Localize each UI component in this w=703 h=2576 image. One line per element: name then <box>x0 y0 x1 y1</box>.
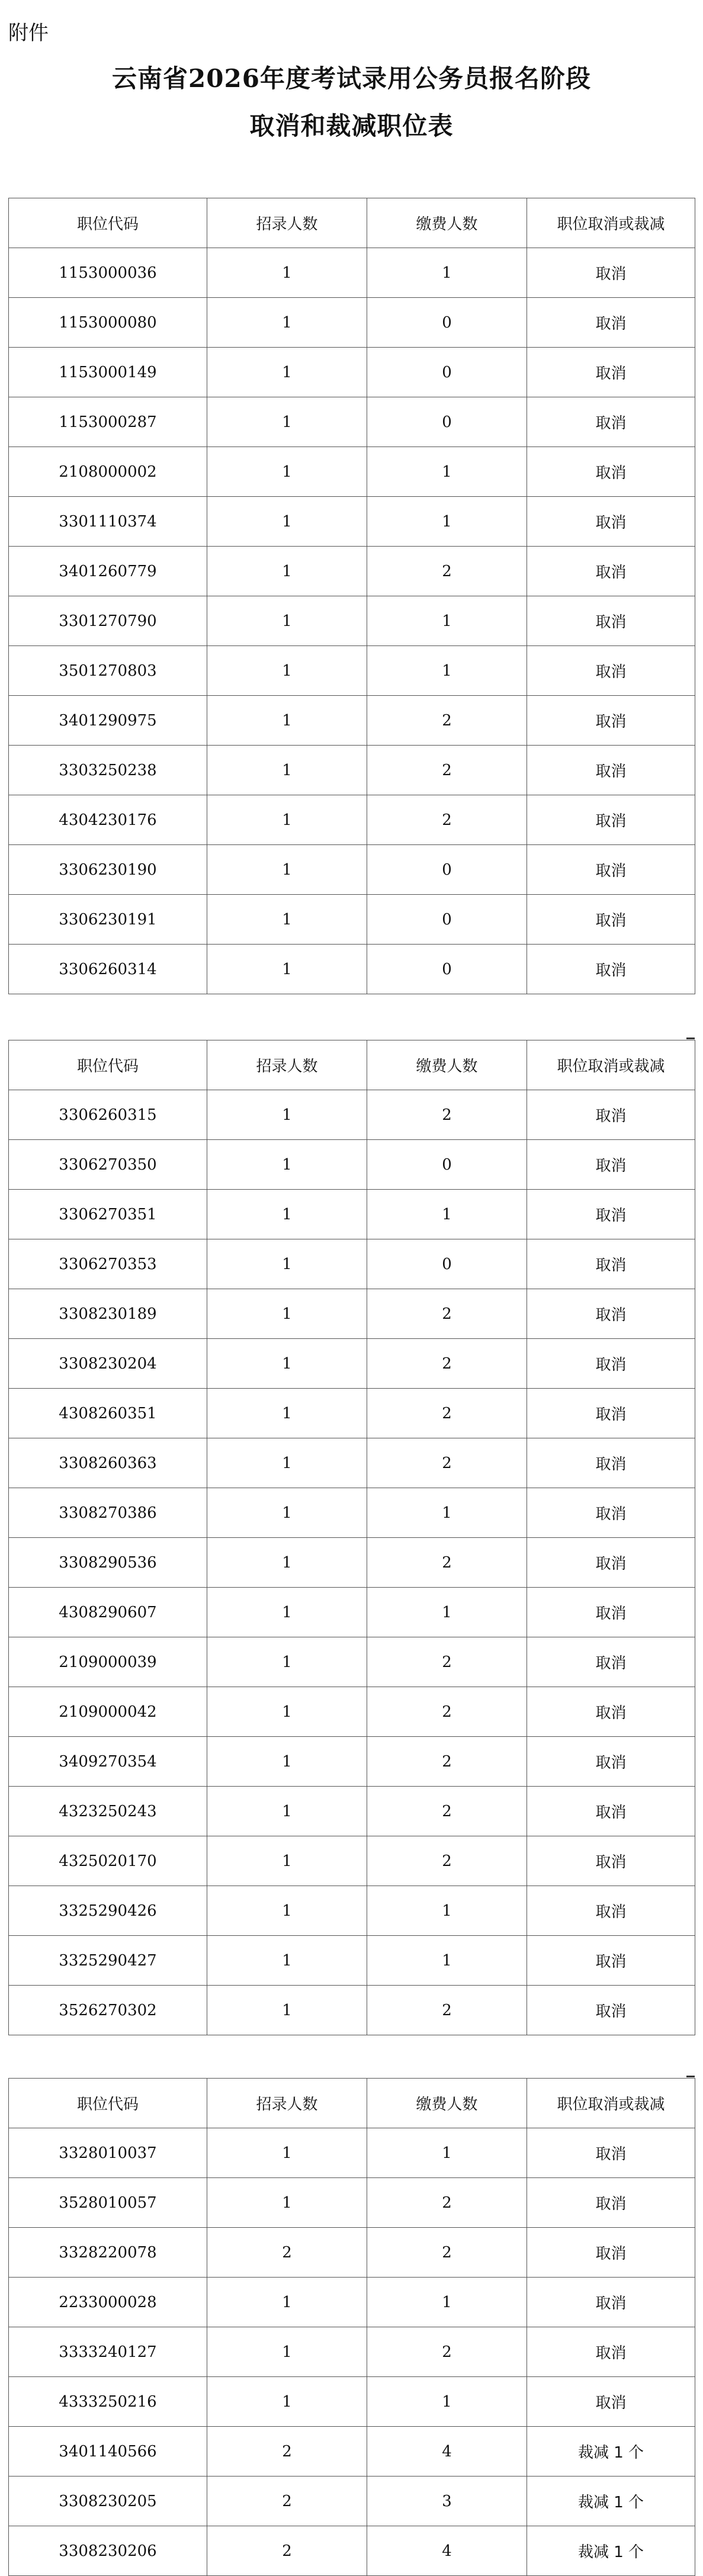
recruit-count-cell: 1 <box>207 1389 367 1438</box>
paid-count-cell: 1 <box>367 646 527 696</box>
table-row <box>9 1339 695 1389</box>
positions-table-2 <box>8 1040 695 2035</box>
table-row <box>9 746 695 795</box>
document-title-line2: 取消和裁减职位表 <box>249 111 454 140</box>
table-row <box>9 1289 695 1339</box>
cancel-status-cell: 取消 <box>527 2377 695 2427</box>
position-code-cell: 2109000042 <box>9 1687 207 1737</box>
header-paid-count: 缴费人数 <box>367 2079 527 2128</box>
position-code-cell: 3306270350 <box>9 1140 207 1190</box>
table-row <box>9 1737 695 1787</box>
cancel-status-cell: 取消 <box>527 1687 695 1737</box>
position-code-cell: 3333240127 <box>9 2327 207 2377</box>
recruit-count-cell: 1 <box>207 1289 367 1339</box>
paid-count-cell: 2 <box>367 1836 527 1886</box>
cancel-status-cell: 取消 <box>527 298 695 348</box>
recruit-count-cell: 1 <box>207 1687 367 1737</box>
position-code-cell: 2108000002 <box>9 447 207 497</box>
table-row <box>9 2278 695 2327</box>
recruit-count-cell: 1 <box>207 1190 367 1239</box>
recruit-count-cell: 2 <box>207 2228 367 2278</box>
positions-table-1 <box>8 198 695 994</box>
paid-count-cell: 2 <box>367 1090 527 1140</box>
position-code-cell: 3528010057 <box>9 2178 207 2228</box>
position-code-cell: 2233000028 <box>9 2278 207 2327</box>
table-row <box>9 1239 695 1289</box>
cancel-status-cell: 取消 <box>527 646 695 696</box>
cancel-status-cell: 取消 <box>527 447 695 497</box>
position-code-cell: 3526270302 <box>9 1986 207 2035</box>
position-code-cell: 3306270353 <box>9 1239 207 1289</box>
cancel-status-cell: 取消 <box>527 1339 695 1389</box>
table-row <box>9 1140 695 1190</box>
table-row <box>9 945 695 994</box>
paid-count-cell: 1 <box>367 497 527 547</box>
cancel-status-cell: 裁减 1 个 <box>527 2526 695 2576</box>
paid-count-cell: 0 <box>367 397 527 447</box>
cancel-status-cell: 取消 <box>527 746 695 795</box>
recruit-count-cell: 1 <box>207 2178 367 2228</box>
table-row <box>9 2377 695 2427</box>
cancel-status-cell: 裁减 1 个 <box>527 2477 695 2526</box>
table-row <box>9 795 695 845</box>
document-title-line1: 云南省2026年度考试录用公务员报名阶段 <box>112 64 591 93</box>
cancel-status-cell: 取消 <box>527 1090 695 1140</box>
paid-count-cell: 2 <box>367 547 527 596</box>
paid-count-cell: 1 <box>367 2377 527 2427</box>
recruit-count-cell: 1 <box>207 1538 367 1588</box>
table-row <box>9 696 695 746</box>
recruit-count-cell: 1 <box>207 1886 367 1936</box>
table-row <box>9 1538 695 1588</box>
header-recruit-count: 招录人数 <box>207 198 367 248</box>
recruit-count-cell: 1 <box>207 596 367 646</box>
cancel-status-cell: 取消 <box>527 248 695 298</box>
cancel-status-cell: 裁减 1 个 <box>527 2427 695 2477</box>
paid-count-cell: 0 <box>367 298 527 348</box>
cancel-status-cell: 取消 <box>527 1886 695 1936</box>
cancel-status-cell: 取消 <box>527 1637 695 1687</box>
recruit-count-cell: 1 <box>207 1488 367 1538</box>
recruit-count-cell: 1 <box>207 746 367 795</box>
table-row <box>9 1687 695 1737</box>
recruit-count-cell: 2 <box>207 2477 367 2526</box>
position-code-cell: 1153000080 <box>9 298 207 348</box>
page-mark <box>686 2076 695 2077</box>
table-row <box>9 1588 695 1637</box>
recruit-count-cell: 1 <box>207 895 367 945</box>
header-recruit-count: 招录人数 <box>207 1040 367 1090</box>
paid-count-cell: 2 <box>367 2228 527 2278</box>
table-row <box>9 596 695 646</box>
table-row <box>9 248 695 298</box>
page-mark <box>686 1038 695 1039</box>
position-code-cell: 3328010037 <box>9 2128 207 2178</box>
header-position-code: 职位代码 <box>9 2079 207 2128</box>
recruit-count-cell: 1 <box>207 646 367 696</box>
position-code-cell: 3308230204 <box>9 1339 207 1389</box>
recruit-count-cell: 1 <box>207 1986 367 2035</box>
position-code-cell: 4308290607 <box>9 1588 207 1637</box>
table-row <box>9 1836 695 1886</box>
recruit-count-cell: 1 <box>207 1339 367 1389</box>
position-code-cell: 3308230206 <box>9 2526 207 2576</box>
cancel-status-cell: 取消 <box>527 696 695 746</box>
paid-count-cell: 2 <box>367 746 527 795</box>
cancel-status-cell: 取消 <box>527 547 695 596</box>
table-row <box>9 1886 695 1936</box>
header-recruit-count: 招录人数 <box>207 2079 367 2128</box>
position-code-cell: 3306230191 <box>9 895 207 945</box>
paid-count-cell: 1 <box>367 447 527 497</box>
paid-count-cell: 2 <box>367 1389 527 1438</box>
table-row <box>9 547 695 596</box>
table-row <box>9 1787 695 1836</box>
cancel-status-cell: 取消 <box>527 2327 695 2377</box>
paid-count-cell: 1 <box>367 1936 527 1986</box>
table-row <box>9 298 695 348</box>
cancel-status-cell: 取消 <box>527 596 695 646</box>
position-code-cell: 3409270354 <box>9 1737 207 1787</box>
cancel-status-cell: 取消 <box>527 1488 695 1538</box>
cancel-status-cell: 取消 <box>527 1190 695 1239</box>
position-code-cell: 4304230176 <box>9 795 207 845</box>
recruit-count-cell: 2 <box>207 2427 367 2477</box>
table-row <box>9 2178 695 2228</box>
cancel-status-cell: 取消 <box>527 1538 695 1588</box>
cancel-status-cell: 取消 <box>527 2228 695 2278</box>
table-row <box>9 1637 695 1687</box>
position-code-cell: 3325290427 <box>9 1936 207 1986</box>
paid-count-cell: 2 <box>367 1538 527 1588</box>
cancel-status-cell: 取消 <box>527 497 695 547</box>
table-header-row <box>9 1040 695 1090</box>
table-row <box>9 2128 695 2178</box>
paid-count-cell: 2 <box>367 1986 527 2035</box>
recruit-count-cell: 1 <box>207 547 367 596</box>
recruit-count-cell: 1 <box>207 696 367 746</box>
cancel-status-cell: 取消 <box>527 1737 695 1787</box>
paid-count-cell: 1 <box>367 1190 527 1239</box>
table-row <box>9 1090 695 1140</box>
paid-count-cell: 2 <box>367 1438 527 1488</box>
cancel-status-cell: 取消 <box>527 2278 695 2327</box>
recruit-count-cell: 1 <box>207 1140 367 1190</box>
recruit-count-cell: 1 <box>207 945 367 994</box>
cancel-status-cell: 取消 <box>527 1438 695 1488</box>
cancel-status-cell: 取消 <box>527 1986 695 2035</box>
cancel-status-cell: 取消 <box>527 348 695 397</box>
position-code-cell: 3308290536 <box>9 1538 207 1588</box>
header-cancel-or-reduce: 职位取消或裁减 <box>527 1040 695 1090</box>
cancel-status-cell: 取消 <box>527 1389 695 1438</box>
paid-count-cell: 0 <box>367 348 527 397</box>
position-code-cell: 3308230189 <box>9 1289 207 1339</box>
table-row <box>9 1986 695 2035</box>
paid-count-cell: 1 <box>367 2278 527 2327</box>
paid-count-cell: 2 <box>367 1687 527 1737</box>
paid-count-cell: 1 <box>367 596 527 646</box>
paid-count-cell: 2 <box>367 1737 527 1787</box>
paid-count-cell: 1 <box>367 1588 527 1637</box>
position-code-cell: 3301270790 <box>9 596 207 646</box>
position-code-cell: 3325290426 <box>9 1886 207 1936</box>
attachment-label: 附件 <box>8 21 49 45</box>
recruit-count-cell: 1 <box>207 2377 367 2427</box>
paid-count-cell: 2 <box>367 795 527 845</box>
paid-count-cell: 0 <box>367 1239 527 1289</box>
positions-table-3 <box>8 2078 695 2576</box>
paid-count-cell: 0 <box>367 845 527 895</box>
cancel-status-cell: 取消 <box>527 1588 695 1637</box>
position-code-cell: 3306260314 <box>9 945 207 994</box>
recruit-count-cell: 1 <box>207 348 367 397</box>
position-code-cell: 3303250238 <box>9 746 207 795</box>
table-row <box>9 397 695 447</box>
recruit-count-cell: 1 <box>207 1239 367 1289</box>
position-code-cell: 3306270351 <box>9 1190 207 1239</box>
table-row <box>9 348 695 397</box>
cancel-status-cell: 取消 <box>527 895 695 945</box>
recruit-count-cell: 1 <box>207 397 367 447</box>
recruit-count-cell: 1 <box>207 1090 367 1140</box>
recruit-count-cell: 1 <box>207 1637 367 1687</box>
table-row <box>9 2228 695 2278</box>
header-paid-count: 缴费人数 <box>367 1040 527 1090</box>
table-row <box>9 2327 695 2377</box>
position-code-cell: 3401290975 <box>9 696 207 746</box>
position-code-cell: 4325020170 <box>9 1836 207 1886</box>
paid-count-cell: 2 <box>367 696 527 746</box>
header-cancel-or-reduce: 职位取消或裁减 <box>527 2079 695 2128</box>
position-code-cell: 3306260315 <box>9 1090 207 1140</box>
recruit-count-cell: 1 <box>207 1737 367 1787</box>
table-row <box>9 1389 695 1438</box>
header-position-code: 职位代码 <box>9 1040 207 1090</box>
position-code-cell: 1153000149 <box>9 348 207 397</box>
position-code-cell: 3501270803 <box>9 646 207 696</box>
recruit-count-cell: 1 <box>207 1438 367 1488</box>
table-row <box>9 2526 695 2576</box>
recruit-count-cell: 1 <box>207 447 367 497</box>
recruit-count-cell: 1 <box>207 1588 367 1637</box>
paid-count-cell: 2 <box>367 2327 527 2377</box>
table-row <box>9 2427 695 2477</box>
paid-count-cell: 2 <box>367 1289 527 1339</box>
cancel-status-cell: 取消 <box>527 1836 695 1886</box>
table-row <box>9 1438 695 1488</box>
position-code-cell: 1153000036 <box>9 248 207 298</box>
table-header-row <box>9 2079 695 2128</box>
position-code-cell: 4323250243 <box>9 1787 207 1836</box>
header-paid-count: 缴费人数 <box>367 198 527 248</box>
cancel-status-cell: 取消 <box>527 1936 695 1986</box>
header-cancel-or-reduce: 职位取消或裁减 <box>527 198 695 248</box>
position-code-cell: 3308270386 <box>9 1488 207 1538</box>
cancel-status-cell: 取消 <box>527 945 695 994</box>
position-code-cell: 3401260779 <box>9 547 207 596</box>
position-code-cell: 3308260363 <box>9 1438 207 1488</box>
cancel-status-cell: 取消 <box>527 795 695 845</box>
table-row <box>9 2477 695 2526</box>
paid-count-cell: 2 <box>367 2178 527 2228</box>
cancel-status-cell: 取消 <box>527 2128 695 2178</box>
paid-count-cell: 0 <box>367 895 527 945</box>
table-row <box>9 845 695 895</box>
header-position-code: 职位代码 <box>9 198 207 248</box>
recruit-count-cell: 1 <box>207 2128 367 2178</box>
position-code-cell: 1153000287 <box>9 397 207 447</box>
position-code-cell: 3401140566 <box>9 2427 207 2477</box>
recruit-count-cell: 1 <box>207 1787 367 1836</box>
paid-count-cell: 3 <box>367 2477 527 2526</box>
cancel-status-cell: 取消 <box>527 1787 695 1836</box>
table-row <box>9 1936 695 1986</box>
recruit-count-cell: 1 <box>207 1936 367 1986</box>
paid-count-cell: 2 <box>367 1339 527 1389</box>
cancel-status-cell: 取消 <box>527 397 695 447</box>
paid-count-cell: 1 <box>367 248 527 298</box>
cancel-status-cell: 取消 <box>527 845 695 895</box>
paid-count-cell: 4 <box>367 2427 527 2477</box>
recruit-count-cell: 1 <box>207 795 367 845</box>
table-row <box>9 1488 695 1538</box>
cancel-status-cell: 取消 <box>527 2178 695 2228</box>
table-header-row <box>9 198 695 248</box>
table-row <box>9 497 695 547</box>
recruit-count-cell: 1 <box>207 298 367 348</box>
cancel-status-cell: 取消 <box>527 1239 695 1289</box>
paid-count-cell: 0 <box>367 945 527 994</box>
cancel-status-cell: 取消 <box>527 1140 695 1190</box>
recruit-count-cell: 1 <box>207 2278 367 2327</box>
position-code-cell: 2109000039 <box>9 1637 207 1687</box>
recruit-count-cell: 1 <box>207 2327 367 2377</box>
paid-count-cell: 2 <box>367 1637 527 1687</box>
recruit-count-cell: 1 <box>207 845 367 895</box>
recruit-count-cell: 1 <box>207 1836 367 1886</box>
position-code-cell: 4333250216 <box>9 2377 207 2427</box>
paid-count-cell: 4 <box>367 2526 527 2576</box>
position-code-cell: 3301110374 <box>9 497 207 547</box>
position-code-cell: 3328220078 <box>9 2228 207 2278</box>
paid-count-cell: 1 <box>367 1488 527 1538</box>
recruit-count-cell: 1 <box>207 497 367 547</box>
position-code-cell: 3306230190 <box>9 845 207 895</box>
recruit-count-cell: 2 <box>207 2526 367 2576</box>
recruit-count-cell: 1 <box>207 248 367 298</box>
paid-count-cell: 0 <box>367 1140 527 1190</box>
table-row <box>9 646 695 696</box>
paid-count-cell: 1 <box>367 1886 527 1936</box>
position-code-cell: 4308260351 <box>9 1389 207 1438</box>
position-code-cell: 3308230205 <box>9 2477 207 2526</box>
table-row <box>9 895 695 945</box>
paid-count-cell: 2 <box>367 1787 527 1836</box>
table-row <box>9 447 695 497</box>
paid-count-cell: 1 <box>367 2128 527 2178</box>
cancel-status-cell: 取消 <box>527 1289 695 1339</box>
table-row <box>9 1190 695 1239</box>
